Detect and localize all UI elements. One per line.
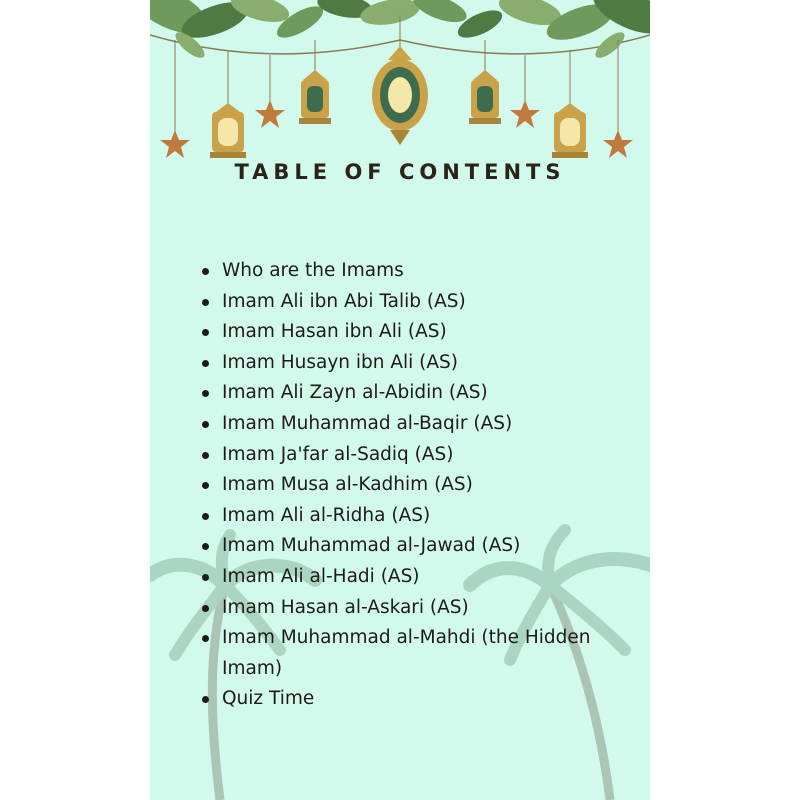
toc-item: Imam Hasan ibn Ali (AS)	[202, 317, 622, 348]
lantern-icon	[210, 50, 246, 158]
star-icon	[603, 40, 633, 158]
toc-item: Imam Muhammad al-Mahdi (the Hidden Imam)	[202, 623, 622, 684]
toc-item: Imam Hasan al-Askari (AS)	[202, 593, 622, 624]
star-icon	[510, 55, 540, 128]
lantern-icon	[552, 50, 588, 158]
toc-item: Imam Husayn ibn Ali (AS)	[202, 348, 622, 379]
toc-item: Imam Muhammad al-Jawad (AS)	[202, 531, 622, 562]
toc-item: Who are the Imams	[202, 256, 622, 287]
toc-item: Imam Ali al-Hadi (AS)	[202, 562, 622, 593]
star-icon	[255, 55, 285, 128]
book-page	[150, 0, 650, 800]
star-icon	[160, 40, 190, 158]
toc-item: Imam Muhammad al-Baqir (AS)	[202, 409, 622, 440]
page-title: TABLE OF CONTENTS	[234, 160, 566, 184]
table-of-contents	[202, 256, 622, 715]
toc-item: Imam Ali al-Ridha (AS)	[202, 501, 622, 532]
toc-item: Imam Ja'far al-Sadiq (AS)	[202, 440, 622, 471]
toc-item: Imam Ali ibn Abi Talib (AS)	[202, 287, 622, 318]
toc-item: Imam Musa al-Kadhim (AS)	[202, 470, 622, 501]
toc-item: Imam Ali Zayn al-Abidin (AS)	[202, 378, 622, 409]
lantern-icon	[372, 15, 428, 145]
toc-item: Quiz Time	[202, 684, 622, 715]
